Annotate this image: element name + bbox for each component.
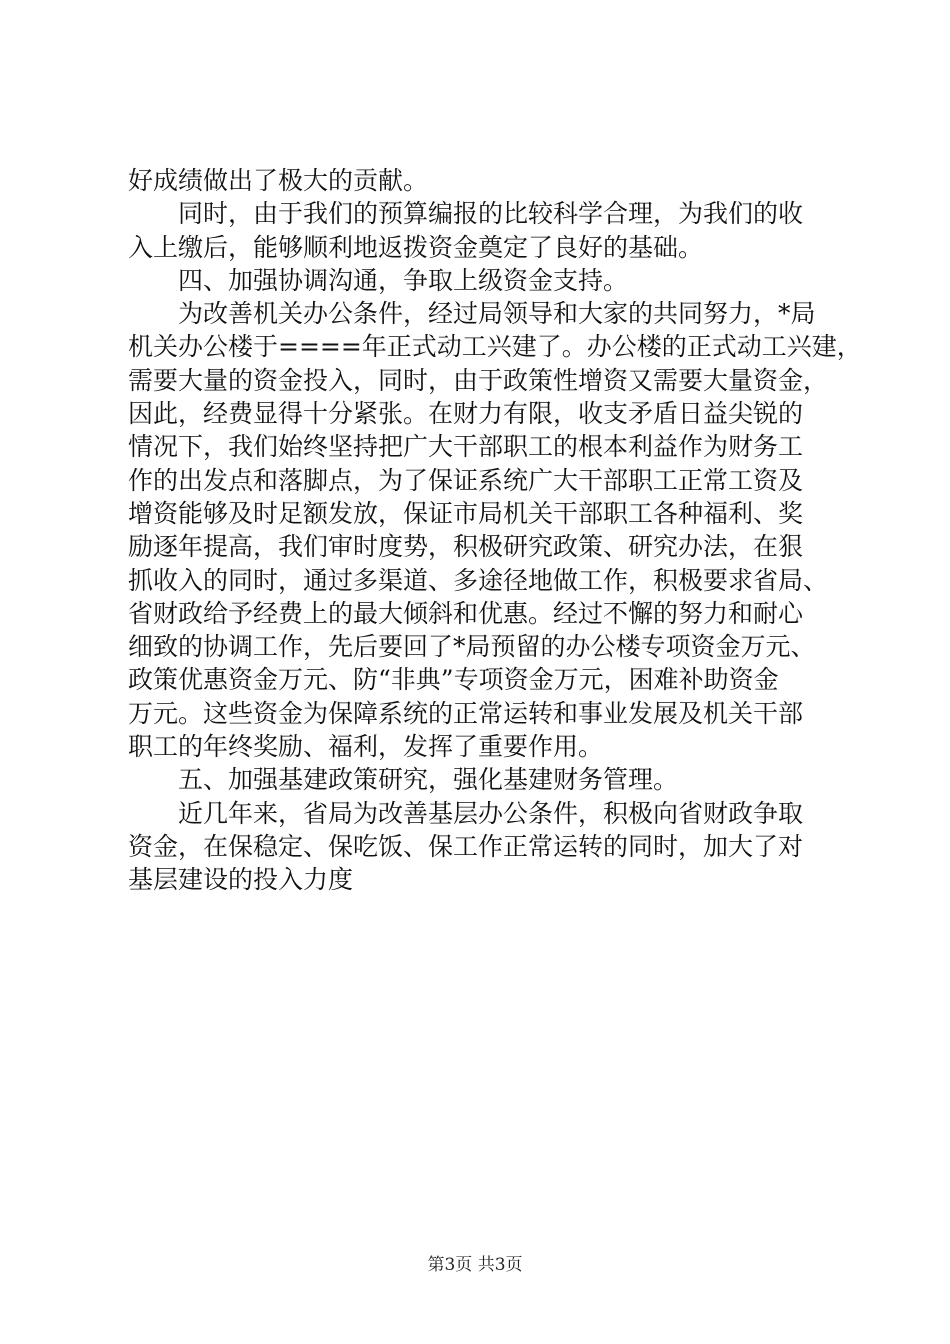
text-line: 近几年来，省局为改善基层办公条件，积极向省财政争取 [128, 798, 804, 828]
text-line: 需要大量的资金投入，同时，由于政策性增资又需要大量资金， [128, 365, 829, 395]
text-line: 入上缴后，能够顺利地返拨资金奠定了良好的基础。 [128, 232, 704, 262]
text-line: 好成绩做出了极大的贡献。 [128, 166, 429, 195]
page-number-footer: 第3页 共3页 [427, 1255, 523, 1275]
text-line: 情况下，我们始终坚持把广大干部职工的根本利益作为财务工 [128, 432, 804, 462]
text-line: 细致的协调工作，先后要回了*局预留的办公楼专项资金万元、 [128, 632, 816, 662]
text-line: 作的出发点和落脚点，为了保证系统广大干部职工正常工资及 [128, 465, 804, 495]
text-line: 省财政给予经费上的最大倾斜和优惠。经过不懈的努力和耐心 [128, 598, 804, 628]
section-heading: 四、加强协调沟通，争取上级资金支持。 [128, 265, 629, 295]
text-line: 同时，由于我们的预算编报的比较科学合理，为我们的收 [128, 199, 804, 229]
text-line: 增资能够及时足额发放，保证市局机关干部职工各种福利、奖 [128, 498, 804, 528]
text-line: 资金，在保稳定、保吃饭、保工作正常运转的同时，加大了对 [128, 831, 804, 861]
text-line: 励逐年提高，我们审时度势，积极研究政策、研究办法，在狠 [128, 532, 804, 562]
text-line: 抓收入的同时，通过多渠道、多途径地做工作，积极要求省局、 [128, 565, 829, 595]
section-heading: 五、加强基建政策研究，强化基建财务管理。 [128, 765, 679, 795]
text-line: 因此，经费显得十分紧张。在财力有限，收支矛盾日益尖锐的 [128, 399, 804, 429]
text-line: 为改善机关办公条件，经过局领导和大家的共同努力，*局 [128, 299, 816, 329]
text-line: 基层建设的投入力度 [128, 865, 354, 895]
text-line: 万元。这些资金为保障系统的正常运转和事业发展及机关干部 [128, 698, 804, 728]
document-body [128, 164, 862, 897]
text-line: 机关办公楼于====年正式动工兴建了。办公楼的正式动工兴建， [128, 332, 862, 362]
text-line: 职工的年终奖励、福利，发挥了重要作用。 [128, 732, 604, 762]
text-line: 政策优惠资金万元、防“非典”专项资金万元，困难补助资金 [128, 665, 779, 695]
